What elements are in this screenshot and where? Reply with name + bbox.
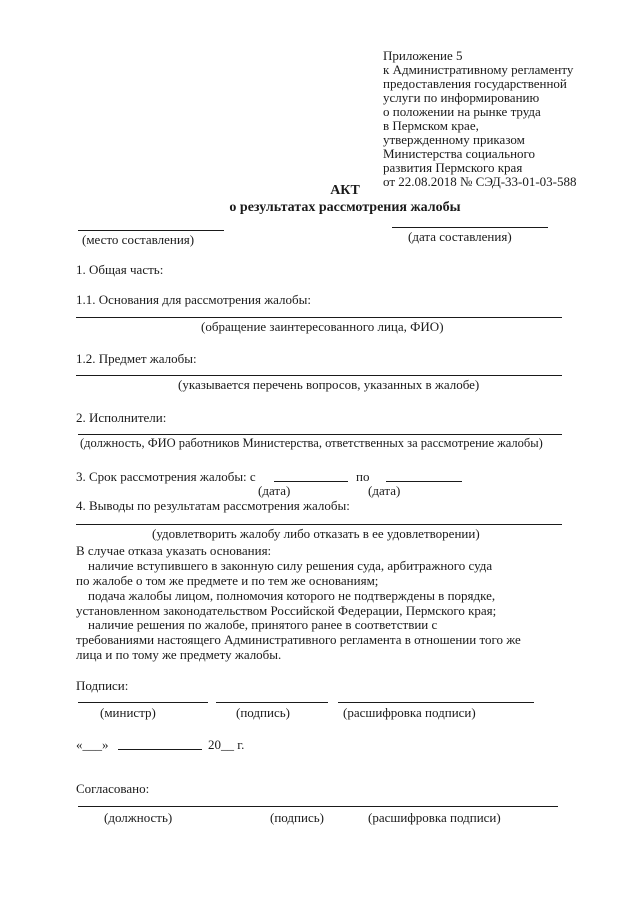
section1-2-label: 1.2. Предмет жалобы:	[76, 351, 197, 366]
date-from-line[interactable]	[274, 481, 348, 482]
date-month-line[interactable]	[118, 749, 202, 750]
section2-heading: 2. Исполнители:	[76, 410, 167, 425]
date-caption: (дата составления)	[408, 229, 512, 244]
appendix-line: в Пермском крае,	[383, 118, 479, 133]
approval-line[interactable]	[78, 806, 558, 807]
decoding-caption: (расшифровка подписи)	[343, 705, 476, 720]
refusal-line: по жалобе о том же предмете и по тем же основаниям;	[76, 573, 379, 588]
date-line[interactable]	[392, 227, 548, 228]
refusal-line: установленном законодательством Российской Федерации, Пермского края;	[76, 603, 497, 618]
refusal-line: требованиями настоящего Административного регламента в отношении того же	[76, 632, 521, 647]
section1-heading: 1. Общая часть:	[76, 262, 164, 277]
section1-1-label: 1.1. Основания для рассмотрения жалобы:	[76, 292, 312, 307]
approval-decoding-caption: (расшифровка подписи)	[368, 810, 501, 825]
date-to-line[interactable]	[386, 481, 462, 482]
minister-line[interactable]	[78, 702, 208, 703]
refusal-line: наличие решения по жалобе, принятого ранее в соответствии с	[88, 617, 438, 632]
conclusions-caption: (удовлетворить жалобу либо отказать в ее удовлетворении)	[152, 526, 480, 541]
document-title: АКТ	[330, 183, 360, 198]
section4-heading: 4. Выводы по результатам рассмотрения жалобы:	[76, 498, 350, 513]
date-to-caption: (дата)	[368, 483, 401, 498]
basis-line[interactable]	[76, 317, 562, 318]
place-caption: (место составления)	[82, 232, 195, 247]
refusal-line: наличие вступившего в законную силу решения суда, арбитражного суда	[88, 558, 493, 573]
decoding-line[interactable]	[338, 702, 534, 703]
approval-label: Согласовано:	[76, 781, 150, 796]
signature-line[interactable]	[216, 702, 328, 703]
appendix-line: Министерства социального	[383, 146, 536, 161]
minister-caption: (министр)	[100, 705, 156, 720]
refusal-intro: В случае отказа указать основания:	[76, 543, 272, 558]
place-line[interactable]	[78, 230, 224, 231]
refusal-line: подача жалобы лицом, полномочия которого не подтверждены в порядке,	[88, 588, 496, 603]
appendix-line: Приложение 5	[383, 48, 463, 63]
executors-line[interactable]	[78, 434, 562, 435]
date-year: 20__ г.	[208, 737, 245, 752]
date-day[interactable]: «___»	[76, 737, 109, 752]
approval-signature-caption: (подпись)	[270, 810, 324, 825]
document-subtitle: о результатах рассмотрения жалобы	[229, 200, 461, 215]
subject-caption: (указывается перечень вопросов, указанных в жалобе)	[178, 377, 480, 392]
appendix-line: услуги по информированию	[383, 90, 540, 105]
appendix-line: к Административному регламенту	[383, 62, 574, 77]
date-from-caption: (дата)	[258, 483, 291, 498]
appendix-line: утвержденному приказом	[383, 132, 525, 147]
appendix-block	[383, 49, 577, 189]
basis-caption: (обращение заинтересованного лица, ФИО)	[201, 319, 444, 334]
appendix-line: развития Пермского края	[383, 160, 523, 175]
subject-line[interactable]	[76, 375, 562, 376]
appendix-line: о положении на рынке труда	[383, 104, 541, 119]
refusal-line: лица и по тому же предмету жалобы.	[76, 647, 282, 662]
appendix-line: от 22.08.2018 № СЭД-33-01-03-588	[383, 174, 577, 189]
executors-caption: (должность, ФИО работников Министерства, ответственных за рассмотрение жалобы)	[80, 436, 543, 450]
section3-label: 3. Срок рассмотрения жалобы: с	[76, 469, 256, 484]
conclusions-line[interactable]	[76, 524, 562, 525]
signature-caption: (подпись)	[236, 705, 290, 720]
position-caption: (должность)	[104, 810, 173, 825]
signatures-label: Подписи:	[76, 678, 129, 693]
section3-to: по	[356, 469, 370, 484]
appendix-line: предоставления государственной	[383, 76, 567, 91]
